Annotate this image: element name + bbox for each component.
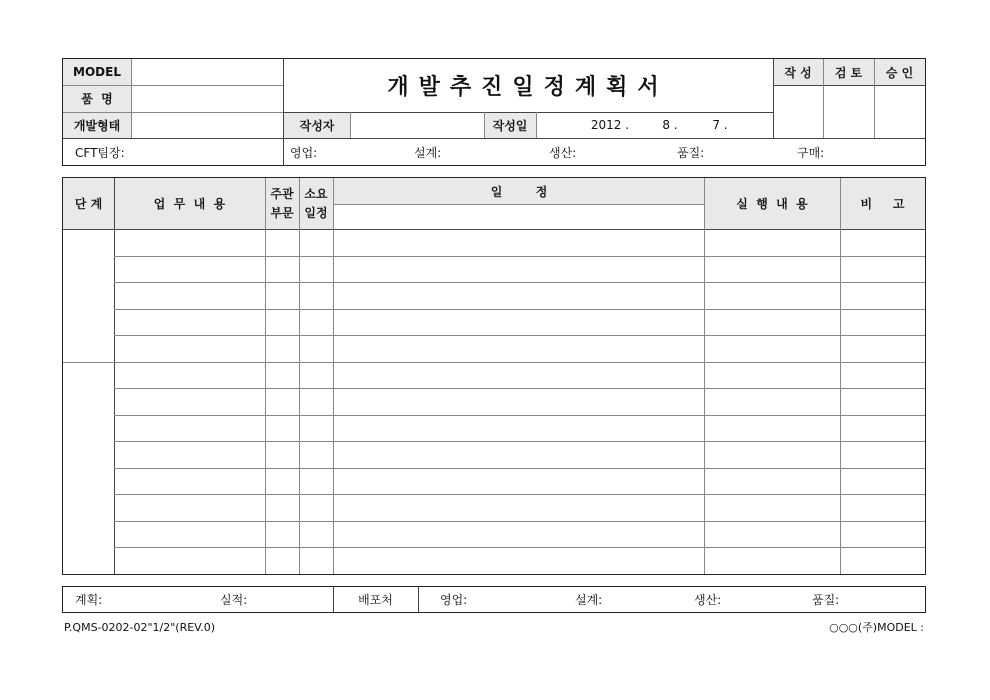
company-model: ○○○(주)MODEL : [829, 621, 924, 634]
col-dept-header [265, 178, 299, 229]
schedule-table-frame [62, 177, 926, 575]
part-name-input[interactable] [131, 85, 283, 112]
col-task-header: 업 무 내 용 [153, 197, 226, 211]
footer-sales-label: 영업: [440, 593, 468, 607]
distribution-label: 배포처 [358, 593, 393, 607]
header-sales-label: 영업: [290, 146, 318, 160]
footer-quality-label: 품질: [812, 593, 840, 607]
date-year: 2012 . [590, 118, 630, 132]
col-dept-line2: 부문 [270, 205, 294, 220]
col-duration-line2: 일정 [304, 205, 328, 220]
date-month: 8 . [662, 118, 678, 132]
date-day: 7 . [712, 118, 728, 132]
model-label: MODEL [73, 65, 121, 79]
header-purchase-label: 구매: [797, 146, 825, 160]
col-remarks-header: 비 고 [860, 197, 905, 211]
plan-label: 계획: [75, 593, 103, 607]
col-schedule-header: 일 정 [490, 184, 548, 199]
approval-review-label: 검 토 [834, 65, 863, 80]
model-input[interactable] [131, 59, 283, 85]
approval-approve-sign[interactable] [874, 85, 925, 138]
approval-approve-label: 승 인 [885, 65, 914, 80]
document-code: P.QMS-0202-02"1/2"(REV.0) [64, 620, 216, 634]
footer-design-label: 설계: [575, 593, 603, 607]
col-dept-line1: 주관 [270, 186, 294, 201]
dev-type-label: 개발형태 [73, 118, 121, 133]
stage-cell-2[interactable] [63, 362, 114, 574]
cft-leader-label: CFT팀장: [75, 146, 125, 160]
date-label: 작성일 [492, 118, 528, 133]
approval-review-sign[interactable] [823, 85, 874, 138]
document-title: 개발추진일정계획서 [387, 75, 669, 100]
col-duration-line1: 소요 [304, 186, 328, 201]
author-input[interactable] [350, 112, 484, 138]
approval-author-sign[interactable] [773, 85, 823, 138]
footer-production-label: 생산: [694, 593, 722, 607]
part-name-label: 품 명 [81, 92, 113, 106]
header-production-label: 생산: [549, 146, 577, 160]
author-label: 작성자 [299, 118, 335, 133]
col-stage-header: 단 계 [74, 197, 103, 211]
stage-cell-1[interactable] [63, 229, 114, 362]
approval-author-label: 작 성 [784, 65, 812, 80]
actual-label: 실적: [220, 593, 248, 607]
dev-type-input[interactable] [131, 112, 283, 138]
col-execution-header: 실 행 내 용 [736, 197, 808, 211]
header-quality-label: 품질: [677, 146, 705, 160]
col-duration-header [299, 178, 333, 229]
header-design-label: 설계: [414, 146, 442, 160]
